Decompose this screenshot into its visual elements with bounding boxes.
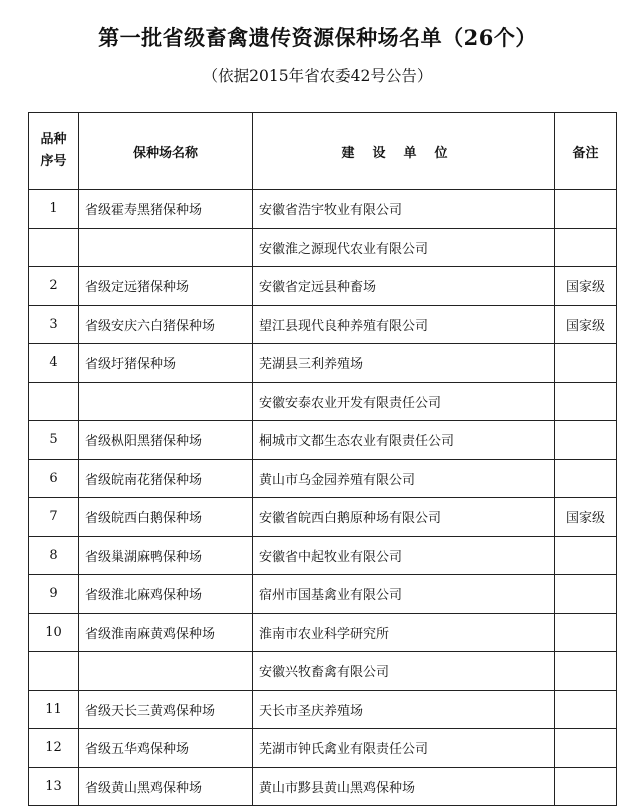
header-remarks: 备注 <box>555 113 617 190</box>
document-title: 第一批省级畜禽遗传资源保种场名单（26个） <box>98 25 537 50</box>
cell-farm-name <box>79 228 253 267</box>
cell-serial-number: 13 <box>29 767 79 806</box>
cell-serial-number: 1 <box>29 190 79 229</box>
cell-construction-unit: 淮南市农业科学研究所 <box>253 613 555 652</box>
table-row <box>29 652 617 691</box>
cell-farm-name: 省级淮北麻鸡保种场 <box>79 575 253 614</box>
table-row <box>29 613 617 652</box>
cell-remarks <box>555 652 617 691</box>
table-row <box>29 575 617 614</box>
table-row <box>29 459 617 498</box>
cell-serial-number: 9 <box>29 575 79 614</box>
cell-construction-unit: 桐城市文都生态农业有限责任公司 <box>253 421 555 460</box>
cell-farm-name: 省级皖西白鹅保种场 <box>79 498 253 537</box>
table-row <box>29 344 617 383</box>
header-serial-line1: 品种 <box>40 132 67 147</box>
cell-serial-number: 2 <box>29 267 79 306</box>
cell-serial-number: 4 <box>29 344 79 383</box>
cell-remarks <box>555 459 617 498</box>
cell-serial-number <box>29 652 79 691</box>
cell-farm-name: 省级天长三黄鸡保种场 <box>79 690 253 729</box>
cell-serial-number: 10 <box>29 613 79 652</box>
cell-remarks <box>555 729 617 768</box>
cell-serial-number: 7 <box>29 498 79 537</box>
table-row <box>29 305 617 344</box>
cell-serial-number: 3 <box>29 305 79 344</box>
cell-construction-unit: 黄山市乌金园养殖有限公司 <box>253 459 555 498</box>
cell-farm-name <box>79 652 253 691</box>
cell-serial-number <box>29 382 79 421</box>
cell-construction-unit: 黄山市黟县黄山黑鸡保种场 <box>253 767 555 806</box>
cell-farm-name: 省级霍寿黑猪保种场 <box>79 190 253 229</box>
cell-remarks: 国家级 <box>555 305 617 344</box>
header-construction-unit: 建设单位 <box>253 113 555 190</box>
cell-construction-unit: 安徽省定远县种畜场 <box>253 267 555 306</box>
cell-construction-unit: 安徽省皖西白鹅原种场有限公司 <box>253 498 555 537</box>
cell-farm-name: 省级枞阳黑猪保种场 <box>79 421 253 460</box>
cell-construction-unit: 天长市圣庆养殖场 <box>253 690 555 729</box>
cell-farm-name: 省级巢湖麻鸭保种场 <box>79 536 253 575</box>
cell-construction-unit: 安徽淮之源现代农业有限公司 <box>253 228 555 267</box>
cell-remarks <box>555 575 617 614</box>
cell-construction-unit: 安徽安泰农业开发有限责任公司 <box>253 382 555 421</box>
table-row <box>29 190 617 229</box>
cell-farm-name: 省级皖南花猪保种场 <box>79 459 253 498</box>
cell-remarks <box>555 536 617 575</box>
cell-serial-number: 11 <box>29 690 79 729</box>
table-row <box>29 228 617 267</box>
cell-remarks: 国家级 <box>555 498 617 537</box>
cell-remarks <box>555 767 617 806</box>
table-header-row <box>29 113 617 190</box>
cell-remarks <box>555 382 617 421</box>
document-subtitle: （依据2015年省农委42号公告） <box>202 67 433 85</box>
cell-farm-name: 省级定远猪保种场 <box>79 267 253 306</box>
table-row <box>29 690 617 729</box>
cell-construction-unit: 安徽省浩宇牧业有限公司 <box>253 190 555 229</box>
cell-farm-name <box>79 382 253 421</box>
table-row <box>29 382 617 421</box>
cell-farm-name: 省级淮南麻黄鸡保种场 <box>79 613 253 652</box>
cell-remarks <box>555 344 617 383</box>
conservation-farm-table <box>28 112 617 806</box>
cell-construction-unit: 芜湖市钟氏禽业有限责任公司 <box>253 729 555 768</box>
cell-remarks <box>555 613 617 652</box>
table-row <box>29 767 617 806</box>
cell-remarks <box>555 228 617 267</box>
header-serial-number <box>29 113 79 190</box>
header-serial-line2: 序号 <box>40 154 67 169</box>
table-row <box>29 729 617 768</box>
cell-remarks: 国家级 <box>555 267 617 306</box>
cell-farm-name: 省级黄山黑鸡保种场 <box>79 767 253 806</box>
table-row <box>29 536 617 575</box>
cell-serial-number: 12 <box>29 729 79 768</box>
cell-serial-number: 8 <box>29 536 79 575</box>
header-farm-name: 保种场名称 <box>79 113 253 190</box>
cell-farm-name: 省级五华鸡保种场 <box>79 729 253 768</box>
cell-remarks <box>555 421 617 460</box>
table-row <box>29 498 617 537</box>
table-row <box>29 421 617 460</box>
cell-construction-unit: 安徽省中起牧业有限公司 <box>253 536 555 575</box>
cell-serial-number: 5 <box>29 421 79 460</box>
cell-serial-number <box>29 228 79 267</box>
cell-serial-number: 6 <box>29 459 79 498</box>
cell-construction-unit: 安徽兴牧畜禽有限公司 <box>253 652 555 691</box>
cell-farm-name: 省级安庆六白猪保种场 <box>79 305 253 344</box>
cell-farm-name: 省级圩猪保种场 <box>79 344 253 383</box>
cell-remarks <box>555 690 617 729</box>
cell-construction-unit: 宿州市国基禽业有限公司 <box>253 575 555 614</box>
cell-construction-unit: 望江县现代良种养殖有限公司 <box>253 305 555 344</box>
cell-remarks <box>555 190 617 229</box>
table-row <box>29 267 617 306</box>
cell-construction-unit: 芜湖县三利养殖场 <box>253 344 555 383</box>
